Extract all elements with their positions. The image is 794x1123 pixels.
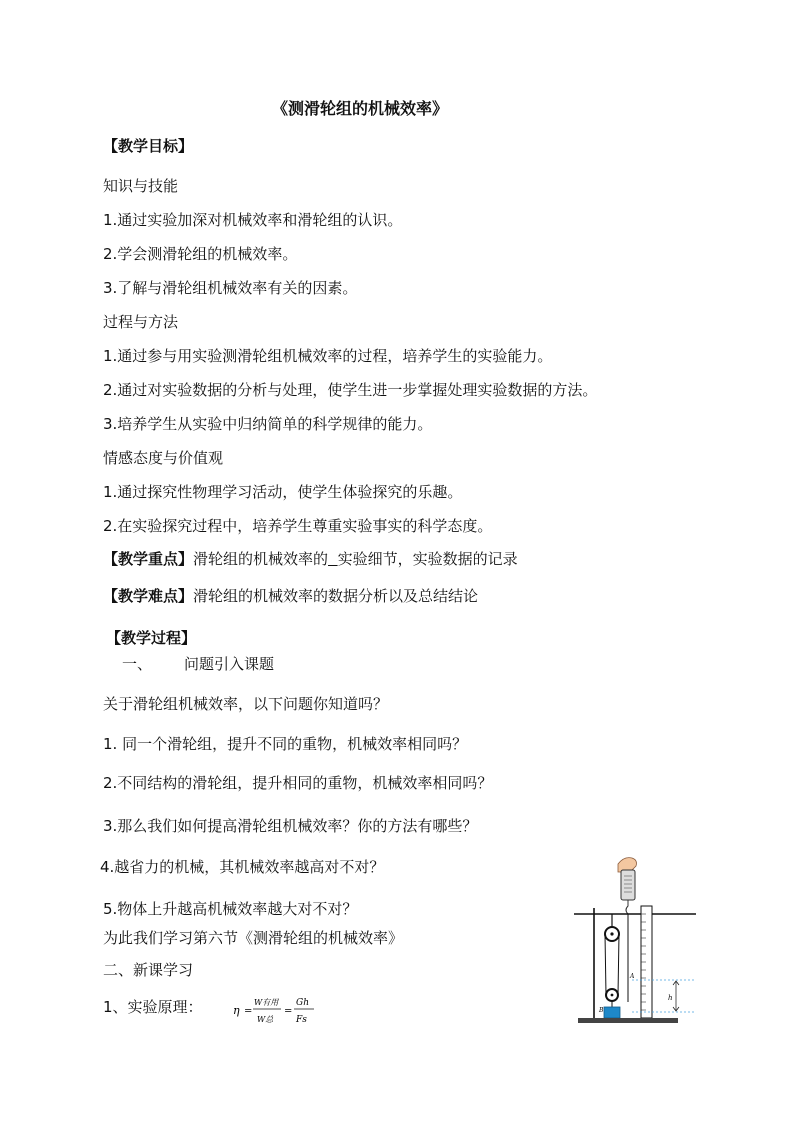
formula-w-total: W总 [257,1015,274,1024]
rope [618,934,619,995]
lead-text: 为此我们学习第六节《测滑轮组的机械效率》 [103,929,404,947]
emotion-heading: 情感态度与价值观 [103,449,224,467]
objectives-heading: 【教学目标】 [103,137,194,155]
section1-title: 问题引入课题 [184,655,275,673]
formula-eq-2: = [284,1006,293,1017]
formula-eq-1: = [244,1006,253,1017]
stand-base [578,1018,678,1023]
scale-hook [626,900,628,914]
process-method-heading: 过程与方法 [103,313,179,331]
difficulty-label: 【教学难点】 [103,587,194,605]
process-method-item: 2.通过对实验数据的分析与处理，使学生进一步掌握处理实验数据的方法。 [103,381,598,399]
spring-scale [621,870,635,900]
rope [605,934,606,995]
knowledge-item: 1.通过实验加深对机械效率和滑轮组的认识。 [103,211,403,229]
section1-num: 一、 [122,655,153,673]
section2-title: 二、新课学习 [103,961,194,979]
question-item: 1. 同一个滑轮组，提升不同的重物，机械效率相同吗？ [103,735,468,753]
weight-block [604,1007,620,1018]
label-h: h [668,994,673,1002]
knowledge-item: 3.了解与滑轮组机械效率有关的因素。 [103,279,358,297]
process-method-item: 1.通过参与用实验测滑轮组机械效率的过程，培养学生的实验能力。 [103,347,553,365]
question-item: 5.物体上升越高机械效率越大对不对？ [103,900,358,918]
process-heading: 【教学过程】 [106,629,197,647]
formula-fs: Fs [296,1015,307,1025]
process-method-item: 3.培养学生从实验中归纳简单的科学规律的能力。 [103,415,433,433]
question-item: 2.不同结构的滑轮组，提升相同的重物，机械效率相同吗？ [103,774,493,792]
knowledge-heading: 知识与技能 [103,177,179,195]
key-point-text-2: 实验细节，实验数据的记录 [337,550,518,568]
difficulty-text: 滑轮组的机械效率的数据分析以及总结结论 [193,587,479,605]
intro-text: 关于滑轮组机械效率，以下问题你知道吗？ [103,695,389,713]
key-point-blank [328,550,338,568]
key-point-text: 滑轮组的机械效率的 [193,550,329,568]
knowledge-item: 2.学会测滑轮组的机械效率。 [103,245,298,263]
question-item: 4.越省力的机械，其机械效率越高对不对？ [100,858,385,876]
formula-eta: η [233,1004,240,1017]
difficulty-line [103,586,478,606]
page-title: 《测滑轮组的机械效率》 [272,99,449,118]
formula-w-useful: W有用 [254,998,279,1007]
pulley-apparatus-figure [572,852,698,1028]
emotion-item: 2.在实验探究过程中，培养学生尊重实验事实的科学态度。 [103,517,493,535]
formula-gh: Gh [296,998,309,1008]
emotion-item: 1.通过探究性物理学习活动，使学生体验探究的乐趣。 [103,483,463,501]
key-point-label: 【教学重点】 [103,550,194,568]
principle-label: 1、实验原理： [103,998,203,1016]
key-point-line [103,549,518,569]
label-b: B [599,1007,604,1014]
question-item: 3.那么我们如何提高滑轮组机械效率？你的方法有哪些？ [103,817,478,835]
efficiency-formula [232,987,332,1031]
label-a: A [630,973,635,980]
